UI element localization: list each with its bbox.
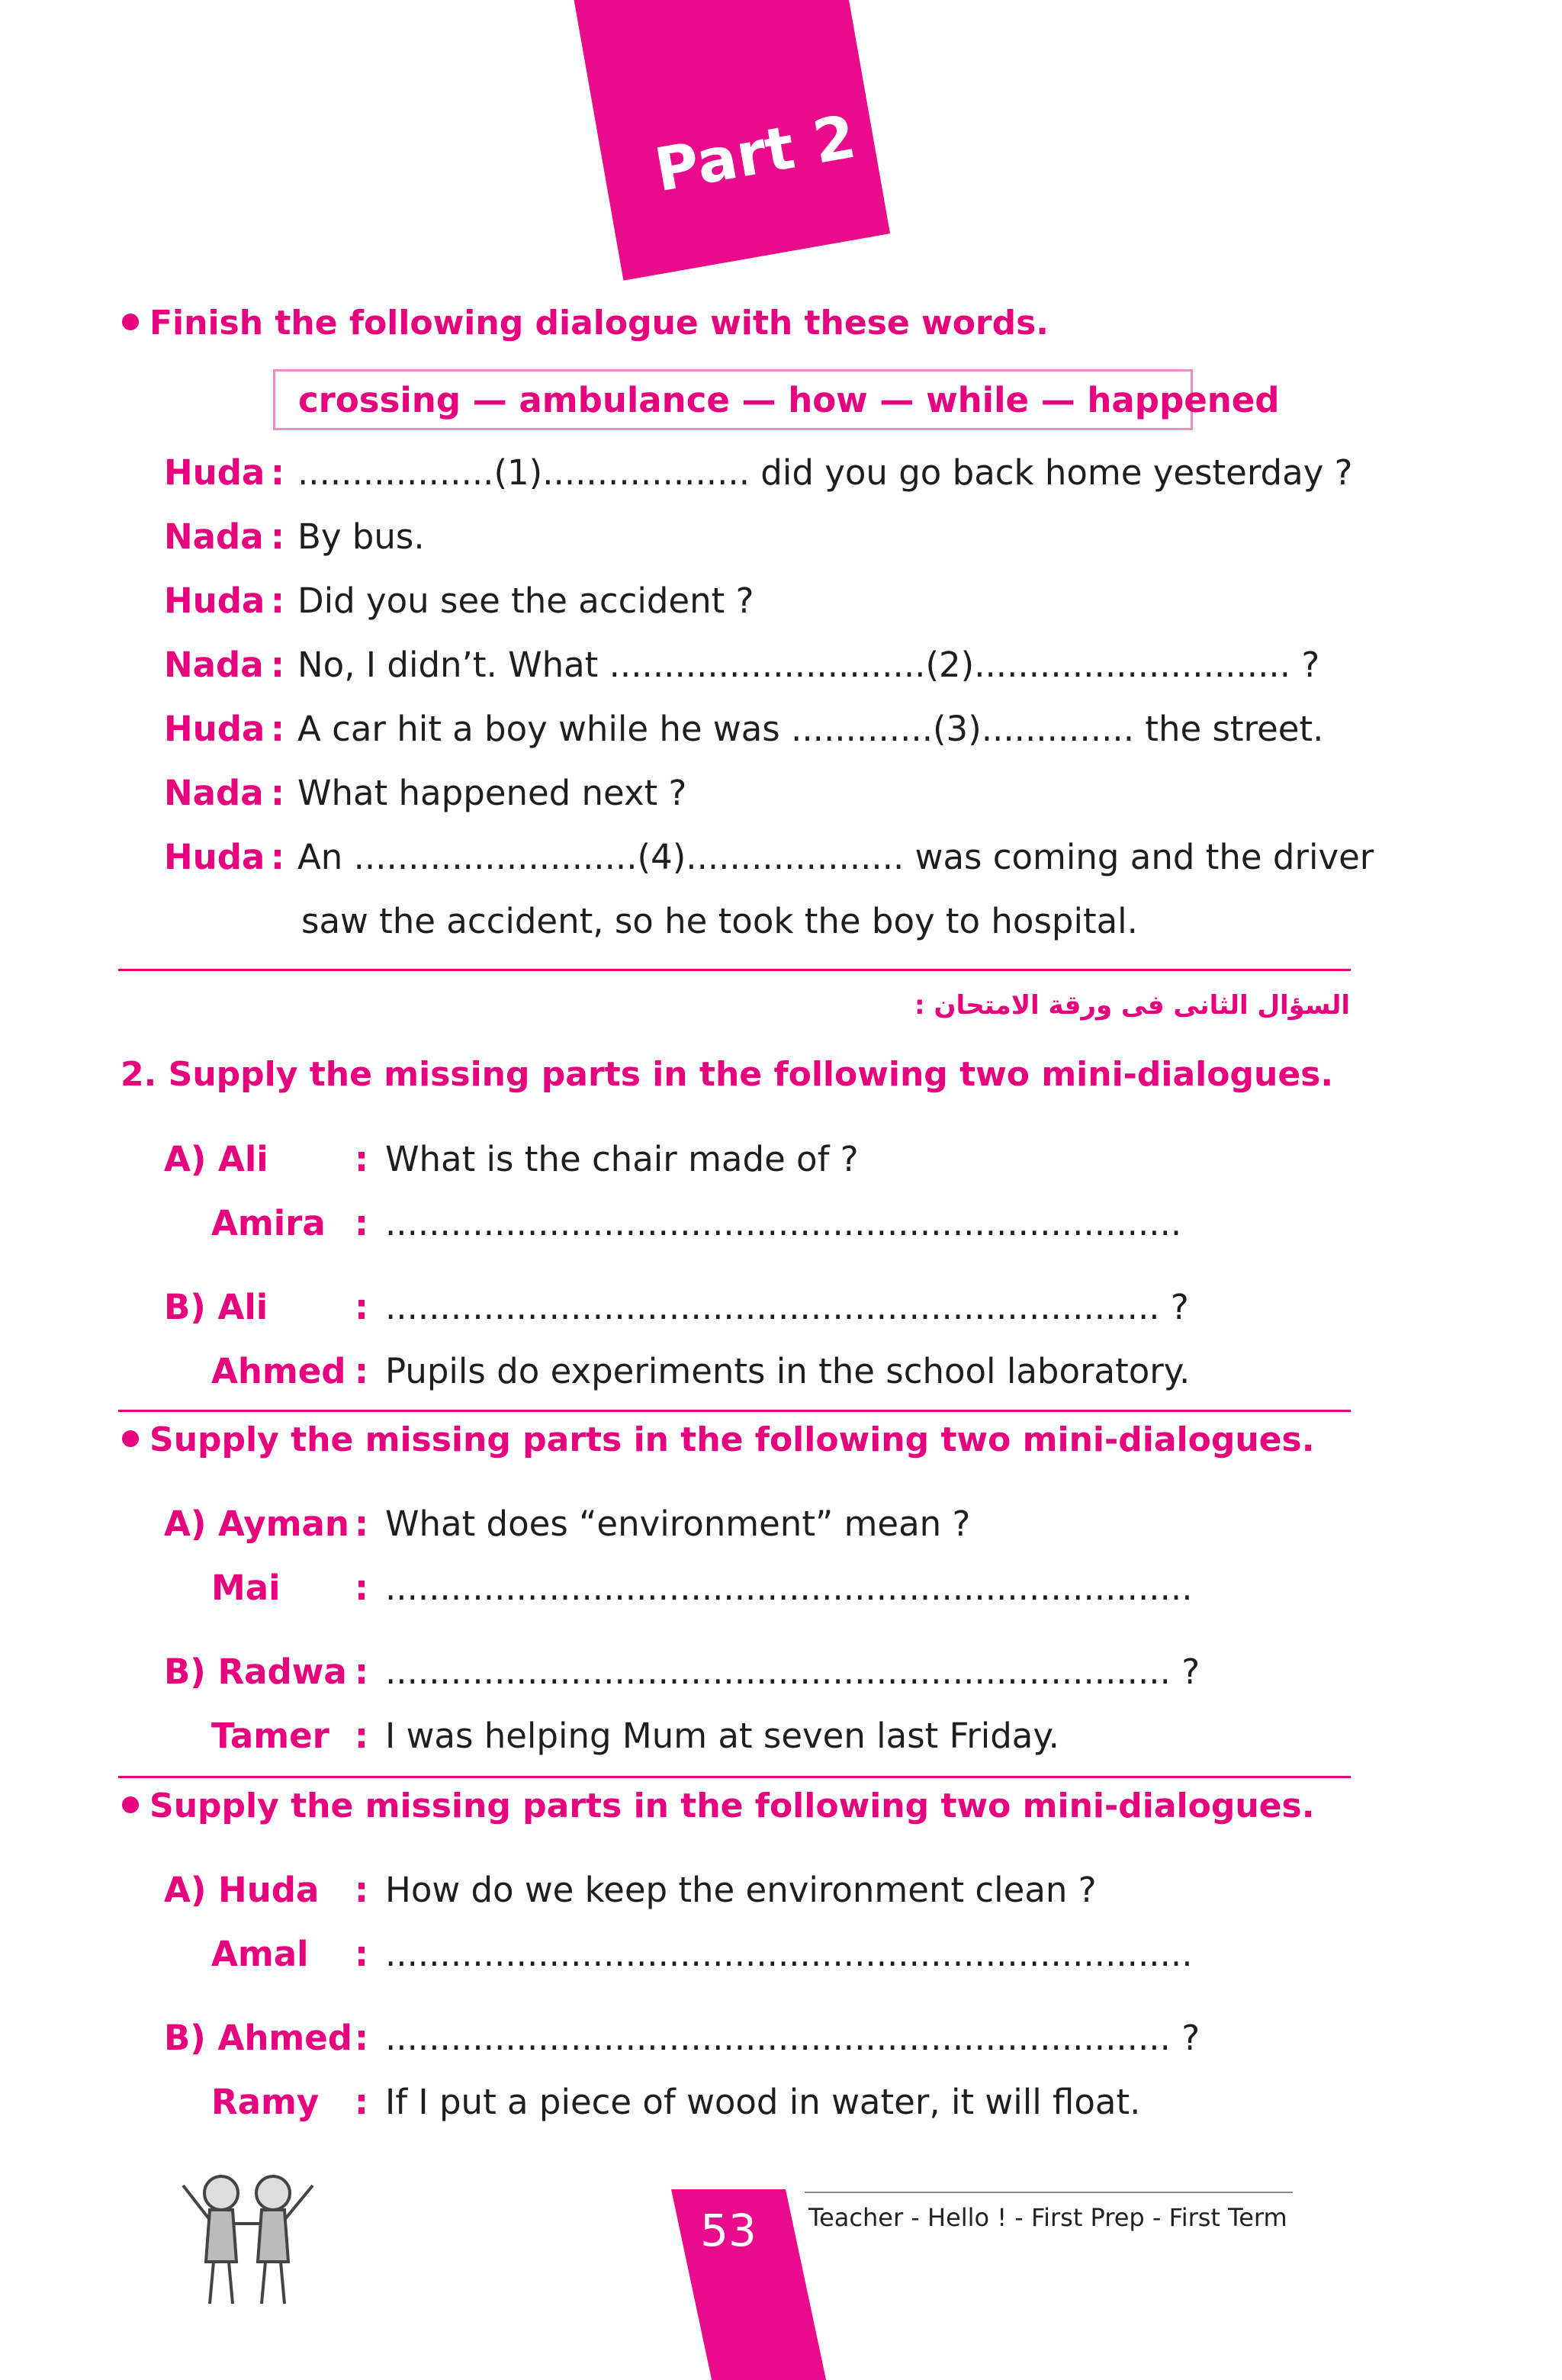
dialogue-line: Huda : ..................(1)................... did you go back home yesterday ? <box>164 450 1374 514</box>
line-text: .......................................................................... <box>385 1568 1193 1608</box>
speaker: Amal <box>211 1934 309 1974</box>
part-title: Part 2 <box>650 102 861 206</box>
line-text: I was helping Mum at seven last Friday. <box>385 1716 1059 1756</box>
dialogue-line: Huda : An ..........................(4).................... was coming and the driver <box>164 835 1374 899</box>
speaker: B) Radwa <box>164 1652 347 1692</box>
dialogue-line: Nada : By bus. <box>164 514 1374 578</box>
speaker: Nada <box>164 516 264 557</box>
line-text: What happened next ? <box>297 773 687 813</box>
bullet-icon <box>122 1430 139 1447</box>
dialogue-3: A) Ayman : What does “environment” mean ? Mai : .......................................................................... B) Radwa : ........................................................................ ? Tamer : I was helping Mum at seven last Friday. <box>164 1501 1200 1777</box>
speaker: Huda <box>164 581 265 621</box>
line-text: saw the accident, so he took the boy to hospital. <box>301 901 1138 941</box>
section4-instruction: Supply the missing parts in the following two mini-dialogues. <box>122 1787 1314 1825</box>
dialogue-4: A) Huda : How do we keep the environment clean ? Amal : .......................................................................... B) Ahmed: ........................................................................ ? Ramy : If I put a piece of wood in water, it will float. <box>164 1867 1200 2144</box>
speaker: Nada <box>164 773 264 813</box>
speaker: A) Ali <box>164 1139 268 1179</box>
speaker: Huda <box>164 452 265 493</box>
dialogue-1 <box>164 450 1374 963</box>
speaker: A) Huda <box>164 1870 320 1910</box>
line-text: Pupils do experiments in the school laboratory. <box>385 1351 1191 1391</box>
dialogue-2: A) Ali : What is the chair made of ? Amira : ......................................................................... B) Ali : ....................................................................... ? Ahmed : Pupils do experiments in the school laboratory. <box>164 1137 1190 1413</box>
bullet-icon <box>122 1796 139 1813</box>
speaker: Huda <box>164 709 265 749</box>
line-text: By bus. <box>297 516 425 557</box>
dialogue-line: Nada : No, I didn’t. What .............................(2)............................. ? <box>164 642 1374 706</box>
bullet-icon <box>122 314 139 330</box>
book-title: Teacher - Hello ! - First Prep - First Term <box>808 2203 1287 2232</box>
dialogue-line: Nada : What happened next ? <box>164 770 1374 835</box>
dialogue-line: Huda : Did you see the accident ? <box>164 578 1374 642</box>
speaker: Ramy <box>211 2082 320 2122</box>
line-text: ........................................................................ ? <box>385 2018 1200 2058</box>
line-text: ....................................................................... ? <box>385 1287 1189 1327</box>
line-text: ..................(1)................... did you go back home yesterday ? <box>297 452 1353 493</box>
speaker: Huda <box>164 837 265 877</box>
line-text: If I put a piece of wood in water, it will float. <box>385 2082 1141 2122</box>
speaker: Nada <box>164 645 264 685</box>
section2-instruction: 2. Supply the missing parts in the following two mini-dialogues. <box>121 1055 1334 1094</box>
section3-instruction: Supply the missing parts in the following two mini-dialogues. <box>122 1420 1314 1459</box>
speaker: B) Ahmed <box>164 2018 353 2058</box>
kids-mascot-icon <box>175 2163 320 2315</box>
line-text: What does “environment” mean ? <box>385 1504 971 1544</box>
speaker: A) Ayman <box>164 1504 349 1544</box>
speaker: Ahmed <box>211 1351 346 1391</box>
line-text: Did you see the accident ? <box>297 581 754 621</box>
line-text: A car hit a boy while he was .............(3).............. the street. <box>297 709 1324 749</box>
speaker: Tamer <box>211 1716 329 1756</box>
arabic-note: السؤال الثانى فى ورقة الامتحان : <box>914 990 1350 1021</box>
line-text: .......................................................................... <box>385 1934 1193 1974</box>
speaker: Amira <box>211 1203 326 1243</box>
speaker: Mai <box>211 1568 281 1608</box>
line-text: ......................................................................... <box>385 1203 1182 1243</box>
word-box: crossing — ambulance — how — while — happened <box>273 369 1193 430</box>
line-text: How do we keep the environment clean ? <box>385 1870 1097 1910</box>
line-text: What is the chair made of ? <box>385 1139 859 1179</box>
divider <box>118 969 1351 971</box>
section1-instruction: Finish the following dialogue with these words. <box>122 304 1049 343</box>
dialogue-line <box>164 899 1374 963</box>
dialogue-line: Huda : A car hit a boy while he was .............(3).............. the street. <box>164 706 1374 770</box>
divider <box>118 1410 1351 1412</box>
page-number: 53 <box>700 2205 757 2256</box>
speaker: B) Ali <box>164 1287 268 1327</box>
line-text: ........................................................................ ? <box>385 1652 1200 1692</box>
divider <box>118 1776 1351 1778</box>
line-text: An ..........................(4).................... was coming and the driver <box>297 837 1374 877</box>
line-text: No, I didn’t. What .............................(2)............................. ? <box>297 645 1320 685</box>
footer-rule <box>805 2192 1293 2193</box>
